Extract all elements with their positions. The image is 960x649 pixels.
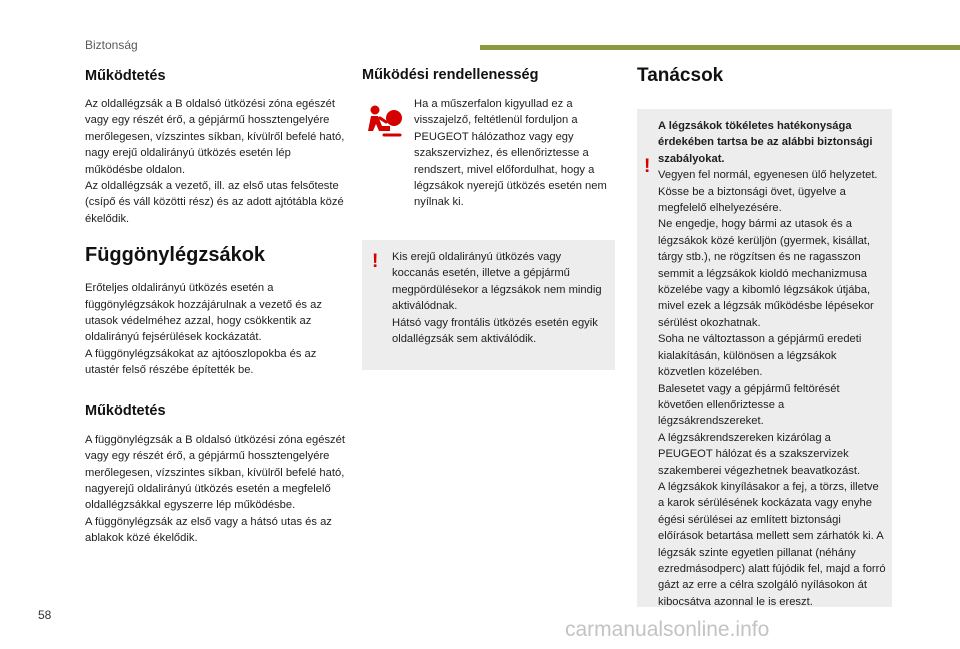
malfunction-text: Ha a műszerfalon kigyullad ez a visszajelző, feltétlenül forduljon a PEUGEOT hálózathoz vagy egy szakszervizhez, és ellenőriztesse a rendszert, mivel előfordulhat, hogy a légzsákok nyerejű ütközés esetén nem nyílnak ki. (414, 98, 607, 209)
curtain-airbags-title: Függönylégzsákok (85, 244, 266, 267)
side-airbag-operation-text: Az oldallégzsák a B oldalsó ütközési zóna egészét vagy egy részét érő, a gépjármű hossztengelyére merőlegesen, vízszintes síkban, kívülről befelé ható, nagy erejű oldalirányú ütközés esetén lép működésbe oldalon. Az oldallégzsák a vezető, ill. az első utas felsőteste (csípő és váll közötti rész) és az adott ajtótábla közé ékelődik. (85, 98, 345, 225)
side-impact-warning-text: Kis erejű oldalirányú ütközés vagy koccanás esetén, illetve a gépjármű megpördülésekor a légzsákok nem mindig aktiválódnak. Hátsó vagy frontális ütközés esetén egyik oldallégzsák sem aktiválódik. (392, 251, 602, 346)
malfunction-title: Működési rendellenesség (362, 67, 539, 83)
exclamation-icon: ! (644, 156, 651, 177)
side-airbag-operation-title: Működtetés (85, 68, 166, 84)
column-right (637, 62, 892, 607)
advice-box (637, 109, 892, 607)
airbag-warning-icon (366, 104, 404, 138)
advice-body-text: Vegyen fel normál, egyenesen ülő helyzetet. Kösse be a biztonsági övet, ügyelve a megfelelő elhelyezésére. Ne engedje, hogy bármi az utasok és a légzsákok közé kerüljön (gyermek, kisállat, tárgy stb.), ne rögzítsen és ne ragasszon semmit a légzsákok kioldó mechanizmusa közelébe vagy a kibomló légzsákok útjába, mivel ezek a légzsák működésbe lépésekor sérülést okozhatnak. Soha ne változtasson a gépjármű eredeti kialakításán, különösen a légzsákok közvetlen közelében. Balesetet vagy a gépjármű feltörését követően ellenőriztesse a légzsákrendszereket. A légzsákrendszereken kizárólag a PEUGEOT hálózat és a szakszervizek szakemberei végezhetnek beavatkozást. A légzsákok kinyílásakor a fej, a törzs, illetve a karok sérülésének kockázata vagy enyhe égési sérülései az említett biztonsági előírások betartása mellett sem zárhatók ki. A légzsák szinte egyetlen pillanat (néhány ezredmásodperc) alatt fújódik fel, majd a forró gázt az erre a célra szolgáló nyílásokon át kibocsátva azonnal le is ereszt. (658, 169, 886, 608)
exclamation-icon: ! (372, 251, 379, 272)
column-left (85, 62, 350, 547)
watermark: carmanualsonline.info (565, 618, 770, 641)
curtain-airbag-operation-text: A függönylégzsák a B oldalsó ütközési zóna egészét vagy egy részét érő, a gépjármű hossztengelyére merőlegesen, vízszintes síkban, kívülről befelé ható, nagyerejű oldalirányú ütközés esetén a megfelelő oldallégzsákkal egyszerre lép működésbe. A függönylégzsák az első vagy a hátsó utas és az ablakok közé ékelődik. (85, 433, 345, 545)
page-number: 58 (38, 608, 52, 622)
column-middle (362, 62, 615, 370)
curtain-airbags-text: Erőteljes oldalirányú ütközés esetén a függönylégzsákok hozzájárulnak a vezető és az utasok védelméhez azzal, hogy csökkentik az oldalirányú fejsérülések kockázatát. A függönylégzsákokat az ajtóoszlopokba és az utastér felső részébe építették be. (85, 282, 322, 377)
side-impact-warning-box (362, 240, 615, 370)
advice-intro-text: A légzsákok tökéletes hatékonysága érdekében tartsa be az alábbi biztonsági szabályokat. (658, 120, 873, 165)
advice-title: Tanácsok (637, 65, 724, 86)
curtain-airbag-operation-title: Működtetés (85, 402, 166, 419)
malfunction-row (362, 96, 615, 216)
section-header: Biztonság (85, 38, 138, 52)
header-accent-bar (480, 45, 960, 50)
